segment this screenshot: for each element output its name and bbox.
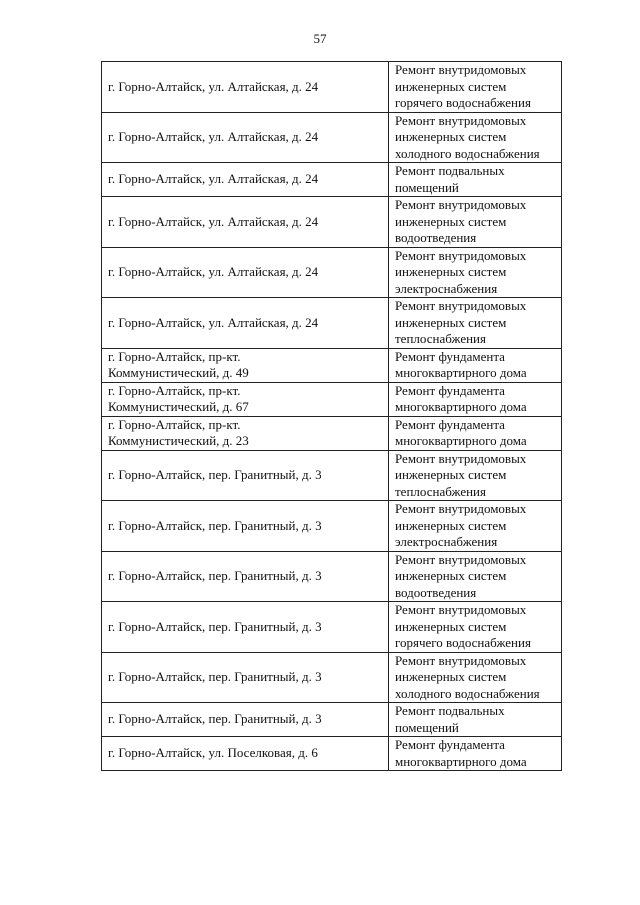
- table-row: [102, 602, 562, 653]
- address-line: г. Горно-Алтайск, ул. Алтайская, д. 24: [108, 264, 319, 279]
- work-type-line: Ремонт фундамента: [395, 416, 505, 432]
- work-type-line: Ремонт внутридомовых: [395, 298, 527, 313]
- work-type-line: помещений: [395, 719, 459, 735]
- work-type-line: инженерных систем: [395, 669, 507, 684]
- address-cell: [102, 416, 389, 450]
- work-type-cell: [389, 703, 562, 737]
- work-type-line: многоквартирного дома: [395, 753, 527, 769]
- work-type-line: электроснабжения: [395, 280, 498, 296]
- table-row: [102, 62, 562, 113]
- address-cell: [102, 247, 389, 298]
- address-line: г. Горно-Алтайск, ул. Алтайская, д. 24: [108, 129, 319, 144]
- work-type-line: инженерных систем: [395, 78, 507, 94]
- work-type-cell: [389, 652, 562, 703]
- address-line: Коммунистический, д. 49: [108, 365, 249, 380]
- work-type-line: инженерных систем: [395, 213, 507, 229]
- work-type-line: водоотведения: [395, 230, 477, 245]
- page-number: 57: [313, 31, 327, 46]
- work-type-line: холодного водоснабжения: [395, 145, 540, 161]
- work-type-line: Ремонт внутридомовых: [395, 197, 527, 212]
- address-line: Коммунистический, д. 67: [108, 399, 249, 414]
- table-row: [102, 652, 562, 703]
- address-line: г. Горно-Алтайск, пер. Гранитный, д. 3: [108, 618, 322, 634]
- work-type-line: помещений: [395, 179, 459, 195]
- work-type-cell: [389, 450, 562, 501]
- works-table: [101, 61, 562, 771]
- work-type-line: Ремонт внутридомовых: [395, 112, 527, 128]
- work-type-line: инженерных систем: [395, 314, 507, 330]
- work-type-line: теплоснабжения: [395, 483, 486, 499]
- address-line: Коммунистический, д. 23: [108, 433, 249, 448]
- table-row: [102, 382, 562, 416]
- table-row: [102, 416, 562, 450]
- address-line: г. Горно-Алтайск, ул. Поселковая, д. 6: [108, 745, 318, 761]
- work-type-cell: [389, 551, 562, 602]
- address-cell: [102, 652, 389, 703]
- work-type-line: Ремонт внутридомовых: [395, 450, 527, 466]
- work-type-line: Ремонт подвальных: [395, 703, 505, 718]
- work-type-cell: [389, 382, 562, 416]
- work-type-line: инженерных систем: [395, 517, 507, 533]
- address-line: г. Горно-Алтайск, ул. Алтайская, д. 24: [108, 314, 319, 330]
- work-type-line: горячего водоснабжения: [395, 95, 531, 110]
- address-cell: [102, 382, 389, 416]
- work-type-line: Ремонт фундамента: [395, 382, 505, 398]
- address-cell: [102, 62, 389, 113]
- table-row: [102, 551, 562, 602]
- work-type-line: Ремонт внутридомовых: [395, 247, 527, 263]
- work-type-line: инженерных систем: [395, 618, 507, 634]
- table-row: [102, 737, 562, 771]
- table-row: [102, 298, 562, 349]
- work-type-cell: [389, 348, 562, 382]
- table-row: [102, 450, 562, 501]
- work-type-cell: [389, 247, 562, 298]
- address-line: г. Горно-Алтайск, пр-кт.: [108, 348, 241, 364]
- work-type-cell: [389, 112, 562, 163]
- work-type-line: Ремонт внутридомовых: [395, 551, 527, 567]
- address-line: г. Горно-Алтайск, пер. Гранитный, д. 3: [108, 517, 322, 533]
- work-type-line: теплоснабжения: [395, 331, 486, 346]
- address-cell: [102, 551, 389, 602]
- address-cell: [102, 163, 389, 197]
- table-row: [102, 348, 562, 382]
- table-row: [102, 112, 562, 163]
- address-cell: [102, 348, 389, 382]
- address-line: г. Горно-Алтайск, пер. Гранитный, д. 3: [108, 568, 322, 583]
- address-cell: [102, 197, 389, 248]
- address-cell: [102, 737, 389, 771]
- work-type-cell: [389, 197, 562, 248]
- address-cell: [102, 112, 389, 163]
- table-row: [102, 247, 562, 298]
- address-cell: [102, 703, 389, 737]
- address-line: г. Горно-Алтайск, ул. Алтайская, д. 24: [108, 213, 319, 229]
- work-type-line: многоквартирного дома: [395, 433, 527, 448]
- works-table-body: [102, 62, 562, 771]
- work-type-cell: [389, 416, 562, 450]
- work-type-cell: [389, 298, 562, 349]
- address-cell: [102, 501, 389, 552]
- work-type-line: Ремонт внутридомовых: [395, 501, 527, 516]
- work-type-line: инженерных систем: [395, 264, 507, 279]
- work-type-line: Ремонт фундамента: [395, 348, 505, 364]
- address-cell: [102, 602, 389, 653]
- address-line: г. Горно-Алтайск, ул. Алтайская, д. 24: [108, 171, 319, 187]
- work-type-cell: [389, 602, 562, 653]
- work-type-line: Ремонт внутридомовых: [395, 602, 527, 617]
- address-line: г. Горно-Алтайск, пр-кт.: [108, 416, 241, 432]
- table-row: [102, 197, 562, 248]
- work-type-line: Ремонт внутридомовых: [395, 62, 527, 77]
- work-type-cell: [389, 737, 562, 771]
- work-type-line: инженерных систем: [395, 129, 507, 144]
- work-type-line: многоквартирного дома: [395, 399, 527, 414]
- work-type-line: горячего водоснабжения: [395, 635, 531, 650]
- address-cell: [102, 298, 389, 349]
- address-line: г. Горно-Алтайск, ул. Алтайская, д. 24: [108, 78, 319, 94]
- work-type-line: Ремонт подвальных: [395, 163, 505, 178]
- address-line: г. Горно-Алтайск, пр-кт.: [108, 382, 241, 398]
- work-type-line: многоквартирного дома: [395, 365, 527, 380]
- address-line: г. Горно-Алтайск, пер. Гранитный, д. 3: [108, 669, 322, 684]
- work-type-line: Ремонт фундамента: [395, 737, 505, 752]
- table-row: [102, 163, 562, 197]
- address-line: г. Горно-Алтайск, пер. Гранитный, д. 3: [108, 711, 322, 727]
- work-type-cell: [389, 62, 562, 113]
- address-cell: [102, 450, 389, 501]
- work-type-line: водоотведения: [395, 584, 477, 600]
- work-type-cell: [389, 501, 562, 552]
- address-line: г. Горно-Алтайск, пер. Гранитный, д. 3: [108, 467, 322, 482]
- work-type-line: инженерных систем: [395, 467, 507, 482]
- work-type-line: холодного водоснабжения: [395, 685, 540, 701]
- work-type-cell: [389, 163, 562, 197]
- work-type-line: инженерных систем: [395, 568, 507, 583]
- work-type-line: Ремонт внутридомовых: [395, 652, 527, 668]
- table-row: [102, 703, 562, 737]
- table-row: [102, 501, 562, 552]
- work-type-line: электроснабжения: [395, 534, 498, 549]
